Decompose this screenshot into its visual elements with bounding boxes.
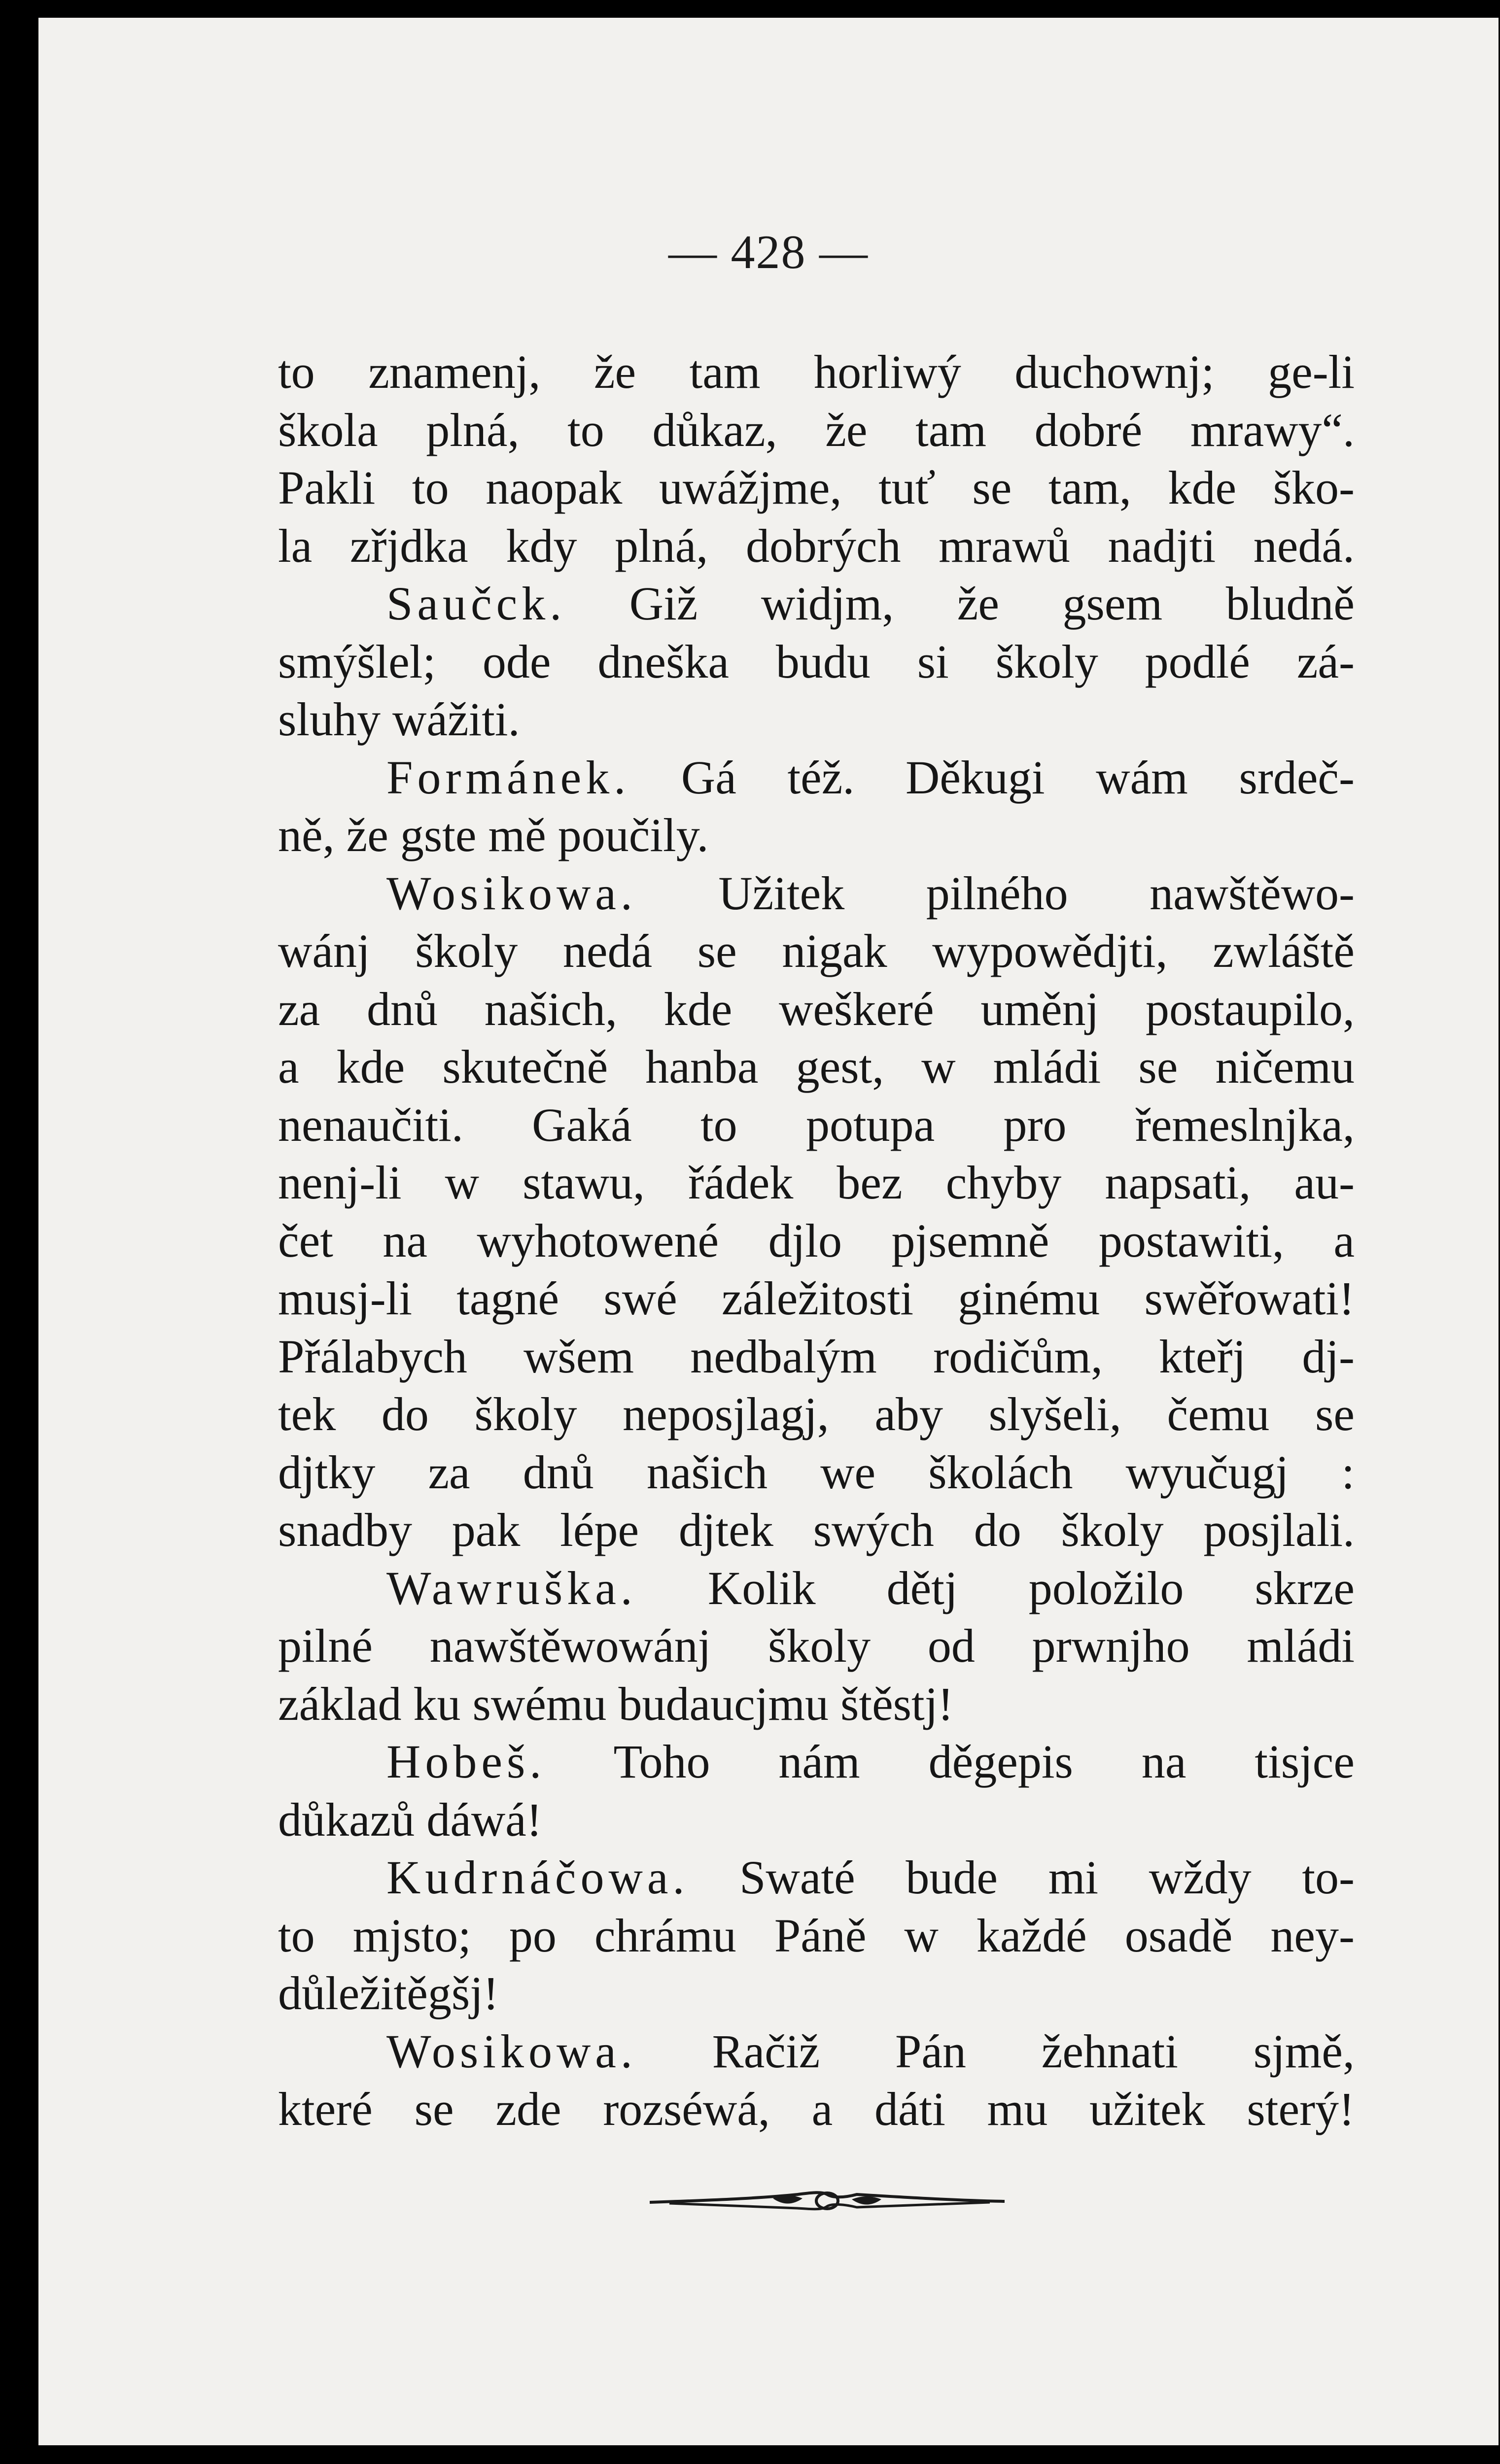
text-line [278, 459, 1355, 517]
text-line [278, 2022, 1355, 2081]
text-line [278, 1791, 1355, 1849]
line-text: to znamenj, že tam horliwý duchownj; ge-li [278, 345, 1355, 398]
line-text: za dnů našich, kde weškeré uměnj postaupilo, [278, 982, 1355, 1035]
line-text: Giž widjm, že gsem bludně [566, 577, 1355, 630]
line-text: Přálabych wšem nedbalým rodičům, kteřj dj- [278, 1330, 1355, 1383]
text-line [278, 922, 1355, 980]
text-line [278, 1907, 1355, 1965]
line-text: Toho nám děgepis na tisjce [546, 1735, 1355, 1788]
line-text: to mjsto; po chrámu Páně w každé osadě ney- [278, 1909, 1355, 1962]
line-text: důležitěgšj! [278, 1967, 499, 2019]
page-text [278, 343, 1355, 2138]
line-text: Račiž Pán žehnati sjmě, [636, 2024, 1355, 2078]
text-line [278, 980, 1355, 1038]
text-line [278, 1328, 1355, 1386]
line-text: Swaté bude mi wždy to- [689, 1851, 1355, 1904]
tailpiece-ornament-icon [650, 2184, 1005, 2218]
text-line [278, 633, 1355, 691]
scan-border [0, 2445, 1500, 2464]
text-line [278, 1964, 1355, 2022]
text-line [278, 749, 1355, 807]
text-line [278, 690, 1355, 749]
speaker-name: Wawruška. [386, 1561, 637, 1614]
line-text: které se zde rozséwá, a dáti mu užitek sterý! [278, 2083, 1355, 2135]
text-line [278, 2080, 1355, 2138]
text-line [278, 1212, 1355, 1270]
line-text: sluhy wážiti. [278, 693, 520, 746]
text-line [278, 1443, 1355, 1502]
text-line [278, 517, 1355, 575]
line-text: Užitek pilného nawštěwo- [636, 866, 1355, 920]
speaker-name: Wosikowa. [386, 866, 637, 920]
line-text: wánj školy nedá se nigak wypowědjti, zwláště [278, 924, 1355, 977]
speaker-name: Hobeš. [386, 1735, 546, 1788]
text-line [278, 1385, 1355, 1443]
line-text: djtky za dnů našich we školách wyučugj : [278, 1445, 1355, 1499]
text-line [278, 1733, 1355, 1791]
line-text: nenaučiti. Gaká to potupa pro řemeslnjka, [278, 1098, 1355, 1151]
line-text: snadby pak lépe djtek swých do školy posjlali. [278, 1504, 1355, 1556]
line-text: ně, že gste mě poučily. [278, 809, 709, 861]
line-text: smýšlel; ode dneška budu si školy podlé zá- [278, 635, 1355, 688]
speaker-name: Kudrnáčowa. [386, 1851, 689, 1904]
line-text: škola plná, to důkaz, že tam dobré mrawy“. [278, 403, 1355, 456]
line-text: tek do školy neposjlagj, aby slyšeli, čemu se [278, 1388, 1355, 1440]
speaker-name: Formánek. [386, 751, 630, 804]
text-line [278, 1269, 1355, 1328]
speaker-name: Wosikowa. [386, 2024, 637, 2078]
book-page [38, 18, 1499, 2464]
line-text: Gá též. Děkugi wám srdeč- [630, 751, 1355, 804]
line-text: a kde skutečně hanba gest, w mládi se ničemu [278, 1040, 1355, 1093]
line-text: základ ku swému budaucjmu štěstj! [278, 1677, 954, 1730]
line-text: musj-li tagné swé záležitosti ginému swěřowati! [278, 1272, 1355, 1325]
text-line [278, 1559, 1355, 1617]
text-line [278, 1501, 1355, 1559]
text-line [278, 401, 1355, 459]
line-text: nenj-li w stawu, řádek bez chyby napsati, au- [278, 1156, 1355, 1209]
line-text: pilné nawštěwowánj školy od prwnjho mládi [278, 1619, 1355, 1672]
page-number: — 428 — [668, 226, 869, 279]
text-line [278, 1848, 1355, 1907]
line-text: čet na wyhotowené djlo pjsemně postawiti, a [278, 1214, 1355, 1267]
text-line [278, 864, 1355, 923]
line-text: důkazů dáwá! [278, 1793, 542, 1846]
text-line [278, 1154, 1355, 1212]
text-line [278, 1617, 1355, 1675]
text-line [278, 1038, 1355, 1096]
text-line [278, 575, 1355, 633]
text-line [278, 1096, 1355, 1154]
line-text: Pakli to naopak uwážjme, tuť se tam, kde ško- [278, 461, 1355, 514]
speaker-name: Saučck. [386, 577, 566, 630]
line-text: Kolik dětj položilo skrze [636, 1561, 1355, 1614]
text-line [278, 1675, 1355, 1733]
line-text: la zřjdka kdy plná, dobrých mrawů nadjti nedá. [278, 519, 1355, 572]
text-line [278, 343, 1355, 401]
text-line [278, 806, 1355, 864]
